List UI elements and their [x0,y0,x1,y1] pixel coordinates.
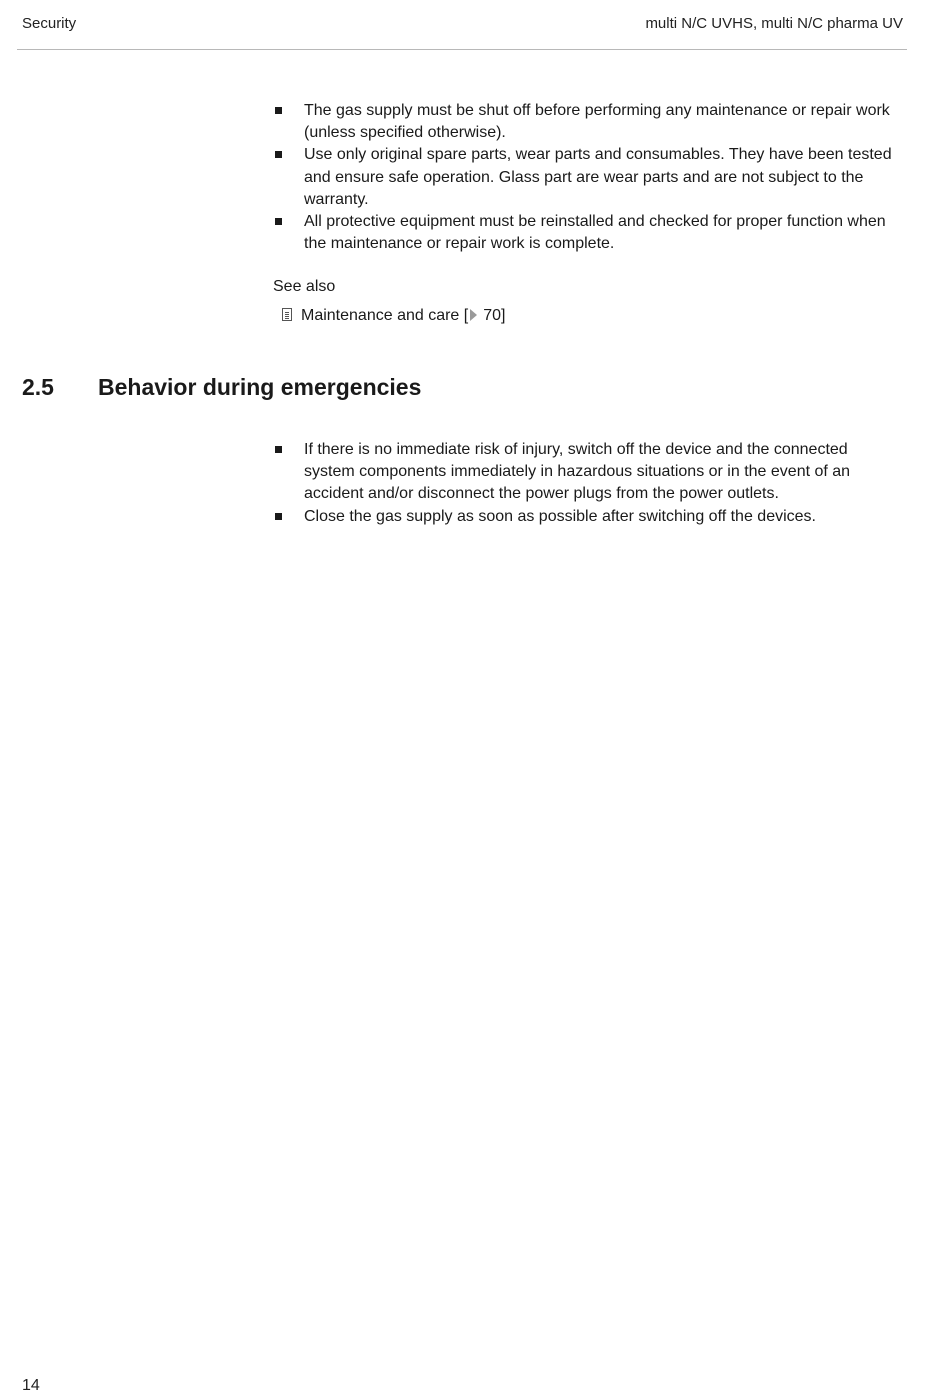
section-number: 2.5 [22,374,54,400]
emergency-bullet-list [273,439,893,528]
square-bullet-icon [275,151,282,158]
running-header-product: multi N/C UVHS, multi N/C pharma UV [645,15,903,32]
list-item [273,100,893,144]
list-item [273,144,893,211]
square-bullet-icon [275,107,282,114]
page-reference-arrow-icon [470,309,477,321]
list-item-text: If there is no immediate risk of injury, switch off the device and the connected system components immediately in hazardous situations or in the event of an accident and/or disconnect the power plugs from the power outlets. [304,441,851,503]
square-bullet-icon [275,513,282,520]
square-bullet-icon [275,446,282,453]
list-item [273,506,893,528]
see-also-heading: See also [273,278,336,295]
running-header-section: Security [22,15,77,32]
header-divider [17,49,907,50]
page-number: 14 [22,1377,40,1394]
link-text[interactable]: Maintenance and care [ [301,307,469,324]
square-bullet-icon [275,218,282,225]
maintenance-and-care-link[interactable] [282,307,505,325]
list-item-text: All protective equipment must be reinstalled and checked for proper function when the maintenance or repair work is complete. [304,213,886,253]
document-icon [282,308,292,321]
section-title: Behavior during emergencies [98,374,422,400]
list-item-text: Use only original spare parts, wear parts and consumables. They have been tested and ensure safe operation. Glass part are wear parts and are not subject to the warranty. [304,146,892,208]
maintenance-bullet-list [273,100,893,255]
list-item-text: The gas supply must be shut off before performing any maintenance or repair work (unless specified otherwise). [304,102,890,142]
list-item-text: Close the gas supply as soon as possible after switching off the devices. [304,507,816,525]
list-item [273,439,893,506]
list-item [273,211,893,255]
link-page-number[interactable]: 70] [483,307,506,324]
